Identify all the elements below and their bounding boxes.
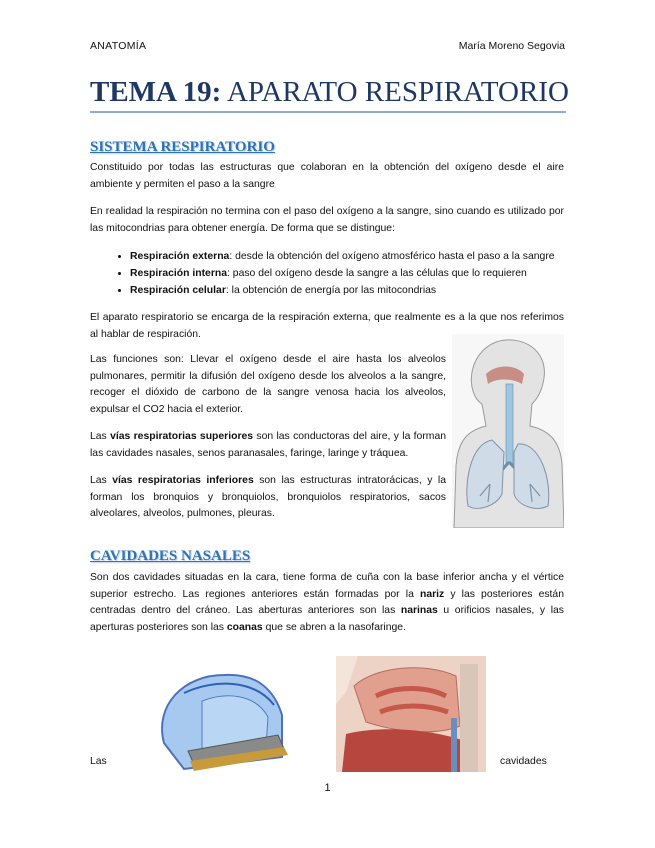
- paragraph-respiration-note: En realidad la respiración no termina con el paso del oxígeno a la sangre, sino cuando es utilizado por las mitocondrias para obtener energía. De forma que se distingue:: [90, 206, 564, 234]
- text: son las conductoras del aire, y la forman las cavidades nasales, senos paranasales, faringe, laringe y tráquea.: [90, 431, 447, 459]
- page-title: [90, 76, 569, 109]
- nasal-cavity-model-figure: [144, 665, 304, 775]
- paragraph-external-respiration: El aparato respiratorio se encarga de la respiración externa, que realmente es a la que nos referimos al hablar de respiración.: [90, 312, 564, 340]
- list-item: [130, 282, 555, 299]
- text: y las posteriores están centradas dentro del cráneo. Las aberturas anteriores son las: [90, 588, 564, 616]
- paragraph-functions: Las funciones son: Llevar el oxígeno desde el aire hasta los alveolos pulmonares, permitir la difusión del oxígeno desde los alveolos a la sangre, recoger el dióxido de carbono de la sangre venosa hacia los alveolos, expulsar el CO2 hacia el exterior.: [90, 354, 446, 415]
- text-fragment-left: Las: [90, 756, 107, 767]
- list-term: Respiración externa: [130, 251, 230, 262]
- section-heading-nasal-cavities: CAVIDADES NASALES: [90, 548, 251, 564]
- text: Las: [90, 475, 113, 486]
- respiratory-system-figure: [452, 334, 564, 528]
- list-item: [130, 248, 555, 265]
- term: nariz: [419, 588, 445, 600]
- term: vías respiratorias inferiores: [112, 475, 254, 486]
- header-subject: ANATOMÍA: [90, 40, 147, 52]
- text: Las: [90, 431, 111, 442]
- text: Son dos cavidades situadas en la cara, tiene forma de cuña con la base inferior ancha y el vértice superior estrecho. Las regiones anteriores están formadas por la: [90, 572, 564, 600]
- title-text: APARATO RESPIRATORIO: [221, 76, 569, 108]
- page-number: 1: [324, 782, 331, 794]
- term: vías respiratorias superiores: [110, 431, 254, 442]
- text: son las estructuras intratorácicas, y la forman los bronquios y bronquiolos, bronquiolos respiratorios, sacos alveolares, alveolos, pulmones, pleuras.: [90, 475, 446, 519]
- section-heading-respiratory-system: SISTEMA RESPIRATORIO: [90, 139, 275, 155]
- respiration-types-list: [108, 248, 555, 299]
- title-number: TEMA 19:: [90, 76, 222, 108]
- text-fragment-right: cavidades: [500, 756, 547, 767]
- list-text: : desde la obtención del oxígeno atmosférico hasta el paso a la sangre: [229, 251, 555, 262]
- paragraph-lower-airways: [90, 473, 446, 523]
- text: u orificios nasales, y las aperturas posteriores son las: [90, 605, 564, 633]
- title-underline: [90, 111, 566, 113]
- list-term: Respiración celular: [130, 285, 226, 296]
- paragraph-definition: Constituido por todas las estructuras que colaboran en la obtención del oxígeno desde el aire ambiente y permiten el paso a la sangre: [90, 162, 564, 190]
- term: coanas: [226, 621, 263, 633]
- header-author: María Moreno Segovia: [458, 40, 565, 52]
- list-term: Respiración interna: [130, 268, 228, 279]
- list-text: : paso del oxígeno desde la sangre a las células que lo requieren: [227, 268, 527, 279]
- paragraph-upper-airways: [90, 429, 446, 462]
- list-item: [130, 265, 555, 282]
- list-text: : la obtención de energía por las mitocondrias: [225, 285, 437, 296]
- term: narinas: [400, 605, 438, 616]
- text: que se abren a la nasofaringe.: [262, 621, 406, 633]
- paragraph-nasal-cavities: [90, 570, 564, 636]
- nasal-sagittal-section-figure: [336, 656, 486, 772]
